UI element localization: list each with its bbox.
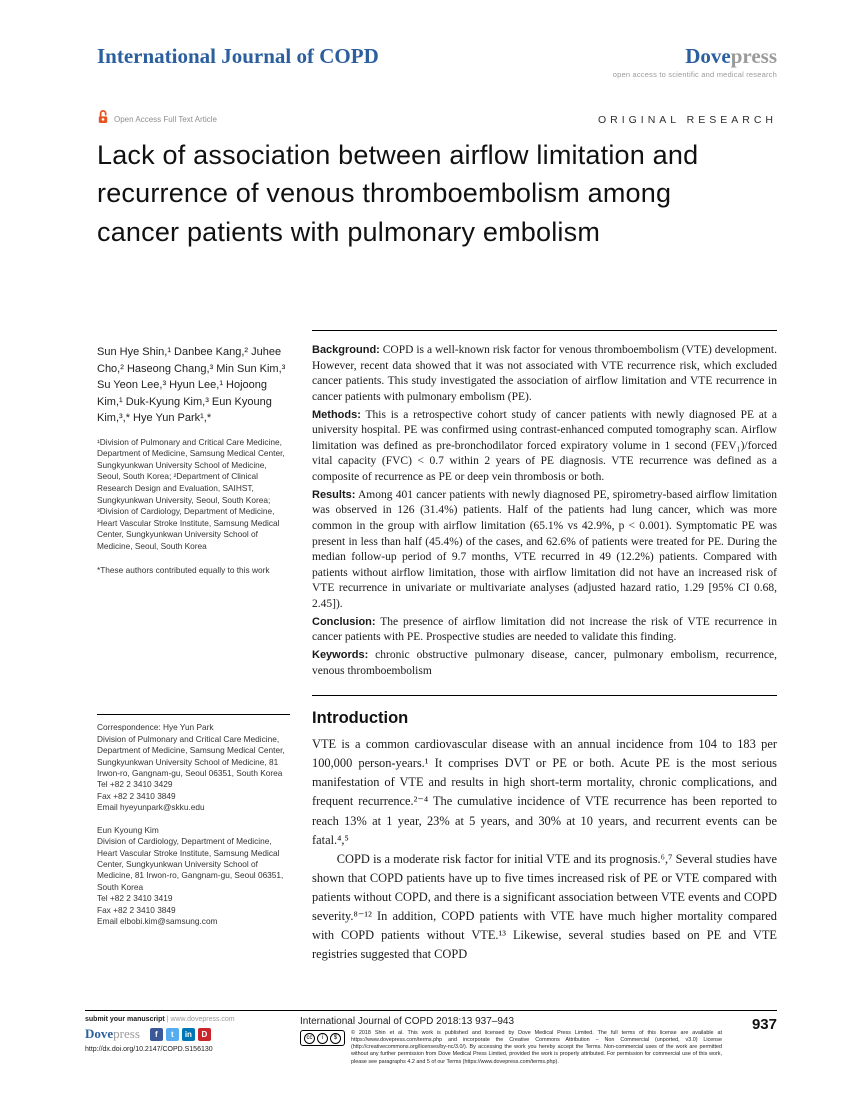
title-line-2: recurrence of venous thromboembolism among	[97, 178, 672, 209]
abstract-label: Results:	[312, 488, 356, 501]
article-type-label: ORIGINAL RESEARCH	[597, 113, 777, 126]
abstract-methods: Methods: This is a retrospective cohort study of cancer patients with newly diagnosed PE at a university hospital. PE was confirmed using contrast-enhanced computed tomography scan. Airflow limitation was defined as pre-bronchodilator forced expiratory volume in 1 second (FEV₁)/forced vital capacity (FVC) < 0.7 within 2 years of PE diagnosis. VTE recurrence was defined as a composite of recurrence as PE or deep vein thrombosis or both.	[312, 408, 777, 483]
equal-contribution-note: *These authors contributed equally to this work	[97, 564, 270, 575]
abstract-label: Background:	[312, 344, 380, 356]
article-body	[312, 330, 777, 1010]
abstract-keywords: Keywords: chronic obstructive pulmonary disease, cancer, pulmonary embolism, recurrence, venous thromboembolism	[312, 648, 777, 677]
abstract-background: Background: COPD is a well-known risk factor for venous thromboembolism (VTE) development. However, recent data showed that it was not associated with VTE recurrence risk, which excluded cancer patients. This study investigated the association of airflow limitation and VTE recurrence in cancer patients with pulmonary embolism (PE).	[312, 344, 777, 403]
abstract-divider	[312, 695, 777, 696]
introduction-heading: Introduction	[312, 709, 409, 728]
correspondence-divider	[97, 714, 290, 715]
correspondence-email[interactable]: Email hyeyunpark@skku.edu	[97, 802, 205, 813]
cc-nc-icon: $	[330, 1033, 341, 1044]
abstract-conclusion: Conclusion: The presence of airflow limitation did not increase the risk of VTE recurrence in cancer patients with PE. Prospective studies are needed to validate this finding.	[312, 615, 777, 644]
affiliations: ¹Division of Pulmonary and Critical Care Medicine, Department of Medicine, Samsung Medical Center, Sungkyunkwan University School of Medicine, Seoul, South Korea; ²Department of Clinical Research Design and Evaluation, SAIHST, Sungkyunkwan University, Seoul, South Korea; ³Division of Cardiology, Department of Medicine, Heart Vascular Stroke Institute, Samsung Medical Center, Sungkyunkwan University School of Medicine, Seoul, South Korea	[97, 436, 285, 551]
social-links	[150, 1028, 211, 1041]
dovepress-footer-logo[interactable]: Dovepress	[85, 1026, 140, 1041]
page-footer	[85, 1010, 777, 1066]
correspondence-fax: Fax +82 2 3410 3849	[97, 790, 176, 801]
title-line-1: Lack of association between airflow limitation and	[97, 140, 699, 170]
cc-license-icons	[300, 1030, 345, 1046]
footer-publisher-block	[85, 1016, 300, 1053]
correspondence-tel: Tel +82 2 3410 3419	[97, 893, 173, 904]
introduction-section	[312, 709, 777, 964]
intro-paragraph-1: VTE is a common cardiovascular disease with an annual incidence from 104 to 183 per 100,000 person-years.¹ It comprises DVT or PE or both. Acute PE is the most serious manifestation of VTE and results in high short-term mortality, chronic complications, and frequent recurrence.²⁻⁴ The cumulative incidence of VTE recurrence has been reported to reach 13% at 1 year, 23% at 5 years, and 30% at 10 years, and recurrent events can be fatal.⁴,⁵	[312, 737, 777, 847]
correspondence-email[interactable]: Email elbobi.kim@samsung.com	[97, 916, 218, 927]
correspondence-heading: Eun Kyoung Kim	[97, 824, 159, 835]
dovepress-logo[interactable]: Dovepress	[685, 44, 777, 68]
correspondence-tel: Tel +82 2 3410 3429	[97, 779, 173, 790]
author-sidebar	[97, 330, 290, 1010]
cc-icon: cc	[304, 1033, 315, 1044]
correspondence-heading: Correspondence: Hye Yun Park	[97, 722, 214, 733]
correspondence-block-2	[97, 825, 290, 928]
intro-paragraph-2: COPD is a moderate risk factor for initial VTE and its prognosis.⁶,⁷ Several studies have shown that COPD patients have up to five times increased risk of PE or VTE compared with patients without COPD, and there is a significant association between VTE events and COPD severity.⁸⁻¹² In addition, COPD patients with VTE have much higher mortality compared with COPD patients without VTE.¹³ Likewise, several studies based on PE and VTE registries suggested that COPD	[312, 851, 777, 962]
main-content	[97, 330, 777, 1010]
footer-divider	[85, 1010, 777, 1011]
title-line-3: cancer patients with pulmonary embolism	[97, 216, 601, 247]
page-header	[97, 44, 777, 130]
dovepress-icon[interactable]: D	[198, 1028, 211, 1041]
open-access-icon	[97, 109, 109, 130]
copyright-text: © 2018 Shin et al. This work is published and licensed by Dove Medical Press Limited. The full terms of this license are available at https://www.dovepress.com/terms.php and incorporate the Creative Commons Attribution – Non Commercial (unported, v3.0) License (http://creativecommons.org/licenses/by-nc/3.0/). By accessing the work you hereby accept the Terms. Non-commercial uses of the work are permitted without any further permission from Dove Medical Press Limited, provided the work is properly attributed. For permission for commercial use of this work, please see paragraphs 4.2 and 5 of our Terms (https://www.dovepress.com/terms.php).	[351, 1030, 722, 1065]
abstract	[312, 343, 777, 679]
journal-name: International Journal of COPD	[97, 44, 379, 68]
footer-license-block	[300, 1016, 722, 1066]
abstract-results: Results: Among 401 cancer patients with newly diagnosed PE, spirometry-based airflow limitation was observed in 126 (31.4%) patients. Half of the patients had lung cancer, which was more common in the group with airflow limitation (65.1% vs 42.9%, p < 0.001). Symptomatic PE was present in less than half (45.4%) of the cases, and 62.6% of patients were treated for PE. During the median follow-up period of 9.7 months, VTE recurred in 49 (12.2%) patients. Compared with patients without airflow limitation, those with airflow limitation did not have an increased risk of VTE recurrence in univariate or multivariate analyses (adjusted hazard ratio, 1.29 [95% CI 0.68, 2.45]).	[312, 488, 777, 610]
authors-list: Sun Hye Shin,¹ Danbee Kang,² Juhee Cho,² Haseong Chang,³ Min Sun Kim,³ Su Yeon Lee,³ Hyun Lee,¹ Hojoong Kim,¹ Duk-Kyung Kim,³ Eun Kyoung Kim,³,* Hye Yun Park¹,*	[97, 346, 286, 424]
twitter-icon[interactable]: t	[166, 1028, 179, 1041]
correspondence-block-1	[97, 722, 290, 814]
linkedin-icon[interactable]: in	[182, 1028, 195, 1041]
journal-citation: International Journal of COPD 2018:13 937–943	[300, 1016, 515, 1027]
open-access-link[interactable]	[97, 109, 217, 130]
submit-manuscript-link[interactable]: submit your manuscript | www.dovepress.com	[85, 1016, 235, 1023]
abstract-label: Methods:	[312, 408, 361, 421]
open-access-label: Open Access Full Text Article	[114, 115, 218, 124]
article-title	[97, 136, 790, 251]
correspondence-address: Division of Pulmonary and Critical Care Medicine, Department of Medicine, Samsung Medical Center, Sungkyunkwan University School of Medicine, 81 Irwon-ro, Gangnam-gu, Seoul 06351, South Korea	[97, 733, 285, 778]
correspondence-fax: Fax +82 2 3410 3849	[97, 904, 176, 915]
doi-link[interactable]: http://dx.doi.org/10.2147/COPD.S156130	[85, 1046, 213, 1053]
cc-by-icon: i	[317, 1033, 328, 1044]
page-number: 937	[751, 1016, 777, 1033]
facebook-icon[interactable]: f	[150, 1028, 163, 1041]
abstract-label: Conclusion:	[312, 615, 376, 628]
correspondence-address: Division of Cardiology, Department of Medicine, Heart Vascular Stroke Institute, Samsung Medical Center, Sungkyunkwan University School of Medicine, 81 Irwon-ro, Gangnam-gu, Seoul 06351, South Korea	[97, 836, 284, 892]
publisher-tagline: open access to scientific and medical research	[612, 70, 777, 79]
keywords-label: Keywords:	[312, 648, 369, 661]
